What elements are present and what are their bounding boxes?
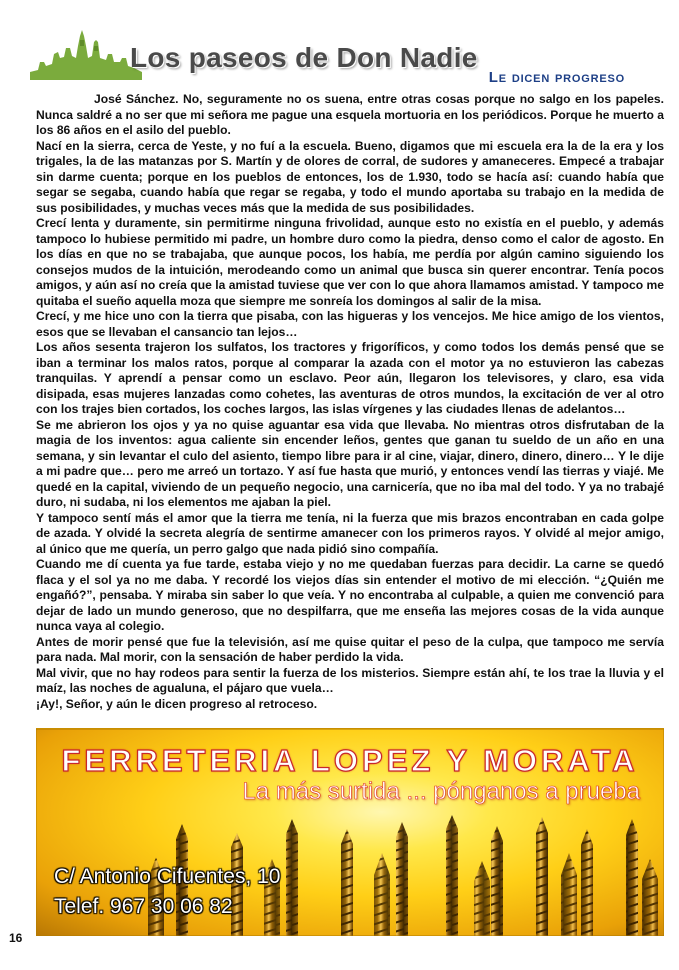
page-title: Los paseos de Don Nadie	[130, 42, 478, 73]
article-paragraph: Nací en la sierra, cerca de Yeste, y no fuí a la escuela. Bueno, digamos que mi escuela era la de la era y los trigales, la de las matanzas por S. Martín y de olores de corral, de sudores y amaneceres. Empecé a trabajar sin darme cuenta; porque en los pueblos de entonces, los de 1.930, todo se hacía así: cuando había que segar se segaba, cuando había que regar se regaba, y todo el mundo aportaba su trabajo en la medida de sus posibilidades, y muchas veces más que la medida de sus posibilidades.	[36, 138, 664, 215]
article-paragraph: Antes de morir pensé que fue la televisión, así me quise quitar el peso de la culpa, que tampoco me servía para nada. Mal morir, con la sensación de haber perdido la vida.	[36, 634, 664, 664]
hardware-store-ad	[36, 728, 664, 936]
article-paragraph: Crecí lenta y duramente, sin permitirme ninguna frivolidad, aunque esto no existía en el pueblo, y además tampoco lo hubiese permitido mi padre, un hombre duro como la piedra, denso como el calor de agosto. En los días en que no se trabajaba, que aunque pocos, los había, me perdía por algún camino siguiendo los consejos mudos de la intuición, merodeando como un animal que busca sin querer encontrar. Tenía pocos amigos, y aún así no creía que la amistad tuviese que ver con lo que ahora llamamos amistad. Y tampoco me quitaba el sueño aquella moza que siempre me sonreía los domingos al salir de la misa.	[36, 216, 664, 308]
town-skyline-icon	[30, 28, 142, 80]
article-paragraph: José Sánchez. No, seguramente no os suena, entre otras cosas porque no salgo en los papeles. Nunca saldré a no ser que mi señora me pague una esquela mortuoria en los periódicos. Porque he muerto a los 86 años en el asilo del pueblo.	[36, 92, 664, 137]
ad-tagline: La más surtida ... pónganos a prueba	[242, 778, 640, 805]
ad-address: C/ Antonio Cifuentes, 10	[54, 865, 281, 888]
ad-store-name: FERRETERIA LOPEZ Y MORATA	[61, 743, 639, 778]
article-paragraph: Cuando me dí cuenta ya fue tarde, estaba viejo y no me quedaban fuerzas para decidir. La carne se quedó flaca y el sol ya no me daba. Y recordé los viejos días sin entender el motivo de mi elección. “¿Quién me engañó?”, pensaba. Y miraba sin saber lo que veía. Y no encontraba al culpable, a quien me convenció para dejar de lado un mundo generoso, que no despilfarra, que me enseña las mejores cosas de la vida aunque nunca vaya al colegio.	[36, 557, 664, 633]
article-paragraph: ¡Ay!, Señor, y aún le dicen progreso al retroceso.	[36, 696, 318, 711]
article-subtitle: Le dicen progreso	[488, 69, 625, 86]
article-paragraph: Y tampoco sentí más el amor que la tierra me tenía, ni la fuerza que mis brazos encontraban en cada golpe de azada. Y olvidé la secreta alegría de sentirme amanecer con los primeros rayos. Y olvidé al mejor amigo, al único que me quería, un perro galgo que nada pidió sino compañía.	[36, 510, 664, 556]
article-body	[36, 92, 664, 712]
article-paragraph: Mal vivir, que no hay rodeos para sentir la fuerza de los misterios. Siempre están ahí, te los trae la lluvia y el maíz, las noches de agualuna, el pájaro que vuela…	[36, 665, 664, 695]
page-header	[0, 0, 679, 92]
article-paragraph: Crecí, y me hice uno con la tierra que pisaba, con las higueras y los vencejos. Me hice amigo de los vientos, esos que se llevaban el cansancio tan lejos…	[36, 309, 664, 339]
article-paragraph: Los años sesenta trajeron los sulfatos, los tractores y frigoríficos, y como todos los demás pensé que se iban a terminar los malos ratos, porque al comparar la azada con el motor ya no estuvieron las cabezas tranquilas. Y aprendí a pensar como un esclavo. Peor aún, llegaron los televisores, y claro, esa vida disipada, esas mujeres lanzadas como cohetes, las aventuras de otros mundos, la excitación de ver al otro con los trajes bien cortados, los coches largos, las islas vírgenes y las ciudades llenas de adelantos…	[36, 340, 664, 416]
article-paragraph: Se me abrieron los ojos y ya no quise aguantar esa vida que llevaba. No mientras otros disfrutaban de la magia de los inventos: agua caliente sin encender leños, gentes que ganan tu sueldo de un año en una semana, y sin levantar el culo del asiento, tiempo libre para ir al cine, viajar, dinero, dinero, dinero… Y le dije a mi padre que… pero me arreó un tortazo. Y así fue hasta que murió, y entonces vendí las tierras y viajé. Me quedé en la capital, viviendo de un pequeño negocio, una carnicería, que no iba mal del todo. Y ya no trabajé duro, ni sudaba, ni los elementos me ajaban la piel.	[36, 417, 664, 509]
ad-phone: Telef. 967 30 06 82	[54, 895, 233, 918]
page-number: 16	[9, 931, 23, 945]
